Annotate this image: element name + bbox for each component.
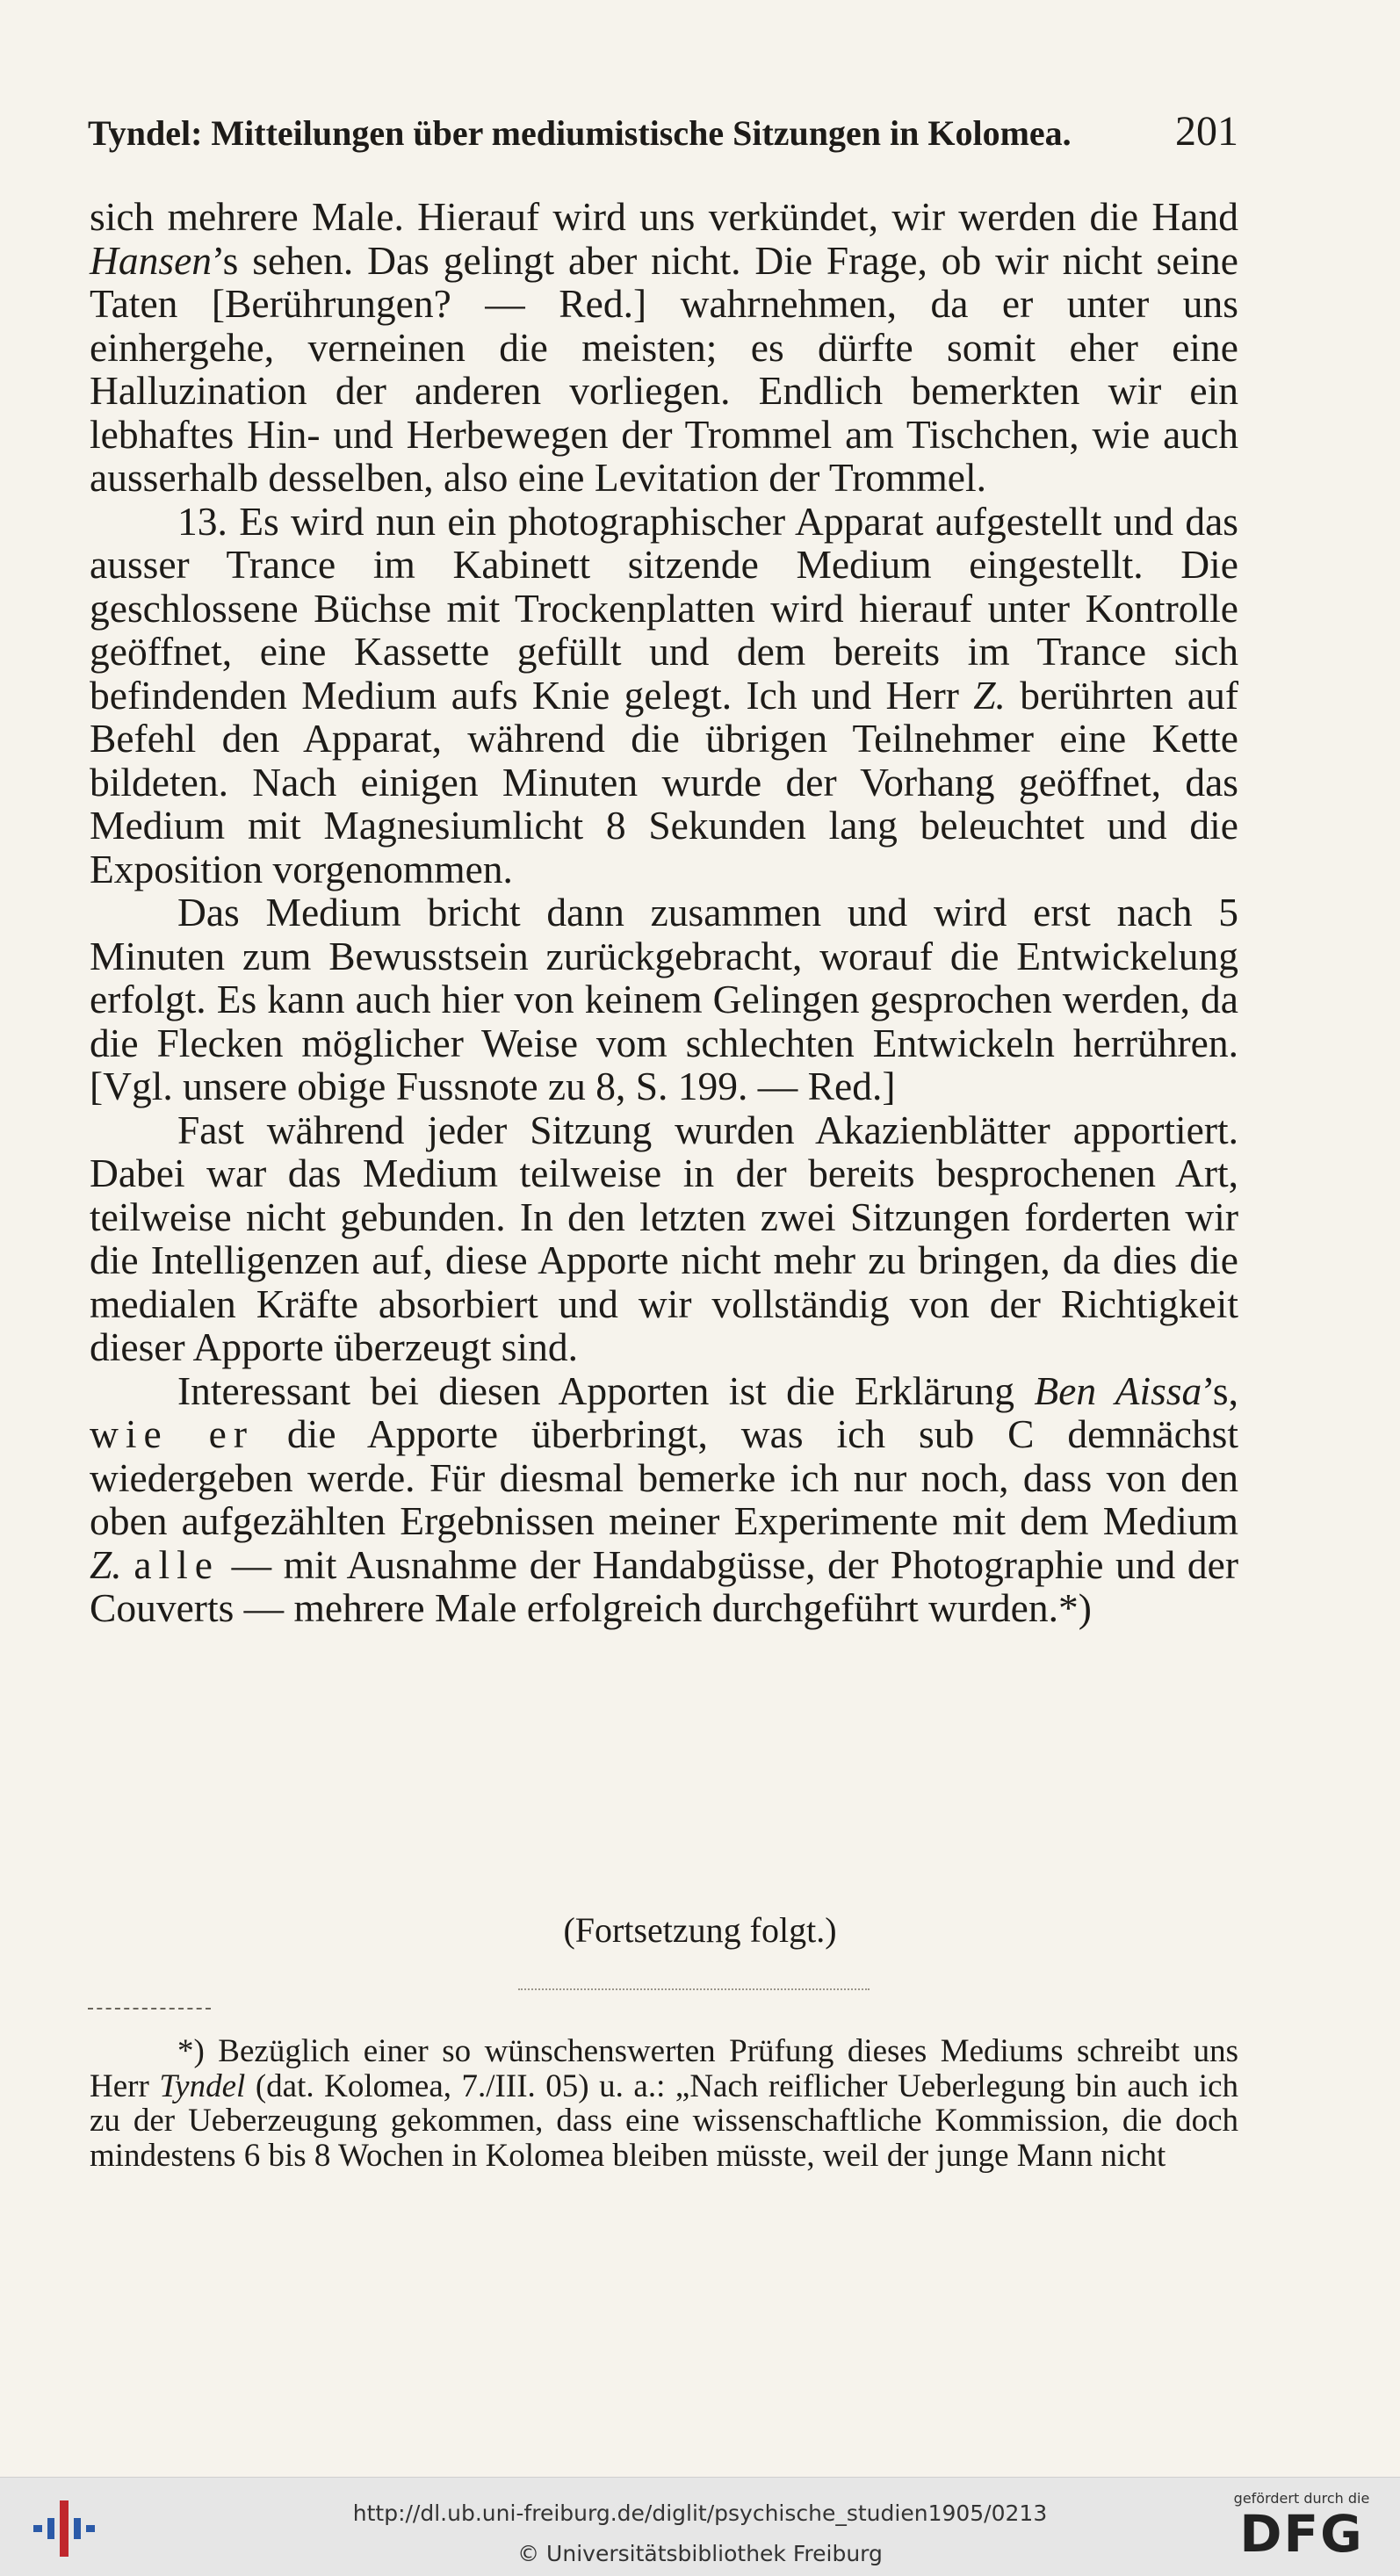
- viewer-footer: [0, 2477, 1400, 2576]
- footnote: *) Bezüglich einer so wünschenswerten Prüfung dieses Mediums schreibt uns Herr Tyndel (dat. Kolomea, 7./III. 05) u. a.: „Nach reiflicher Ueberlegung bin auch ich zu der Ueberzeugung gekommen, dass eine wissenschaftliche Kommission, die doch mindestens 6 bis 8 Wochen in Kolomea bleiben müsste, weil der junge Mann nicht: [90, 2033, 1239, 2174]
- dfg-logo-text: DFG: [1239, 2504, 1364, 2564]
- continued-note: (Fortsetzung folgt.): [563, 1910, 837, 1950]
- dfg-caption: gefördert durch die: [1233, 2490, 1370, 2507]
- name-ben-aissa: Ben Aissa: [1034, 1367, 1202, 1413]
- running-title: Tyndel: Mitteilungen über mediumistische Sitzungen in Kolomea.: [88, 113, 1072, 153]
- name-tyndel: Tyndel: [159, 2067, 246, 2104]
- footnote-rule: [88, 2008, 211, 2010]
- running-header: [88, 107, 1238, 155]
- paragraph-4: Fast während jeder Sitzung wurden Akazienblätter apportiert. Dabei war das Medium teilweise in der bereits besprochenen Art, teilweise nicht gebunden. In den letzten zwei Sitzungen forderten wir die Intelligenzen auf, diese Apporte nicht mehr zu bringen, da dies die medialen Kräfte absorbiert und wir vollständig von der Richtigkeit dieser Apporte überzeugt sind.: [90, 1107, 1238, 1369]
- dfg-logo: [1223, 2490, 1381, 2569]
- separator-dots: [518, 1988, 870, 1990]
- source-url[interactable]: http://dl.ub.uni-freiburg.de/diglit/psychische_studien1905/0213: [352, 2500, 1048, 2526]
- page-number: 201: [1175, 108, 1238, 155]
- paragraph-1: sich mehrere Male. Hierauf wird uns verkündet, wir werden die Hand Hansen’s sehen. Das gelingt aber nicht. Die Frage, ob wir nicht seine Taten [Berührungen? — Red.] wahrnehmen, da er unter uns einhergehe, verneinen die meisten; es dürfte somit eher eine Halluzination der anderen vorliegen. Endlich bemerkten wir ein lebhaftes Hin- und Herbewegen der Trommel am Tischchen, wie auch ausserhalb desselben, also eine Levitation der Trommel.: [90, 194, 1238, 500]
- paragraph-3: Das Medium bricht dann zusammen und wird erst nach 5 Minuten zum Bewusstsein zurückgebracht, worauf die Entwickelung erfolgt. Es kann auch hier von keinem Gelingen gesprochen werden, da die Flecken möglicher Weise vom schlechten Entwickeln herrühren. [Vgl. unsere obige Fussnote zu 8, S. 199. — Red.]: [90, 890, 1238, 1108]
- main-text: [90, 195, 1238, 1630]
- paragraph-2: 13. Es wird nun ein photographischer Apparat aufgestellt und das ausser Trance im Kabinett sitzende Medium eingestellt. Die geschlossene Büchse mit Trockenplatten wird hierauf unter Kontrolle geöffnet, eine Kassette gefüllt und dem bereits im Trance sich befindenden Medium aufs Knie gelegt. Ich und Herr Z. berührten auf Befehl den Apparat, während die übrigen Teilnehmer eine Kette bildeten. Nach einigen Minuten wurde der Vorhang geöffnet, das Medium mit Magnesiumlicht 8 Sekunden lang beleuchtet und die Exposition vorgenommen.: [90, 498, 1239, 891]
- copyright: © Universitätsbibliothek Freiburg: [517, 2541, 883, 2566]
- paragraph-5: Interessant bei diesen Apporten ist die Erklärung Ben Aissa’s, wie er die Apporte überbringt, was ich sub C demnächst wiedergeben werde. Für diesmal bemerke ich nur noch, dass von den oben aufgezählten Ergebnissen meiner Experimente mit dem Medium Z. alle — mit Ausnahme der Handabgüsse, der Photographie und der Couverts — mehrere Male erfolgreich durchgeführt wurden.*): [90, 1367, 1239, 1630]
- name-hansen: Hansen: [90, 237, 213, 283]
